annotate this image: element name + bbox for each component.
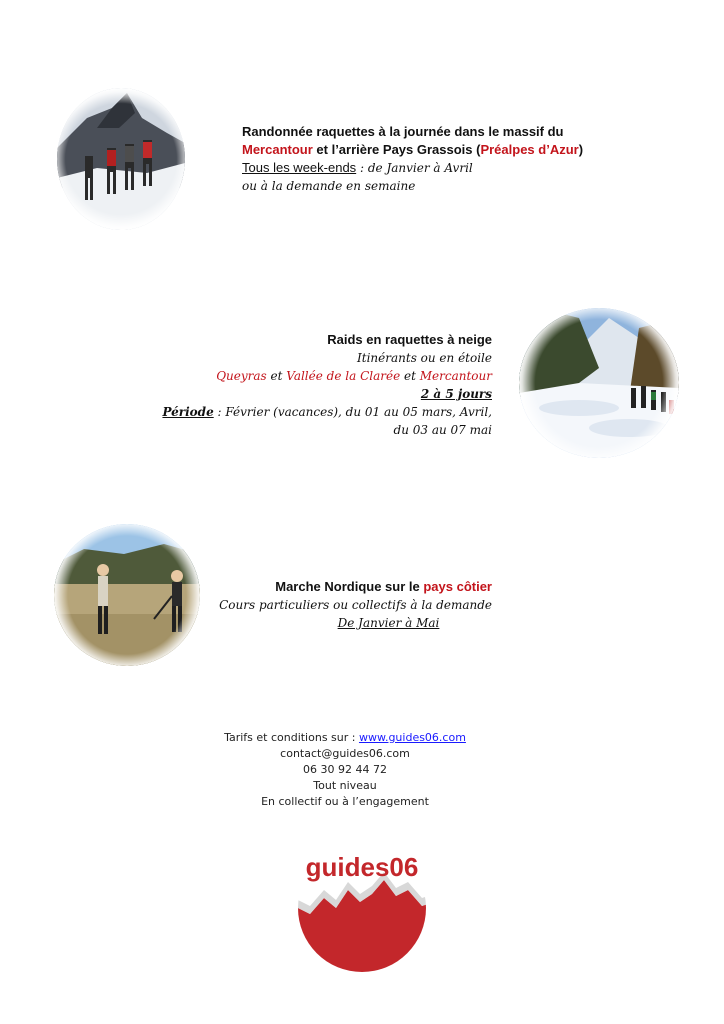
photo-raid-valley (519, 308, 679, 458)
section2-places (140, 367, 492, 385)
period-label: Période (162, 405, 214, 419)
tarifs-line (200, 730, 490, 746)
contact-email: contact@guides06.com (280, 747, 410, 760)
section-raids (140, 331, 492, 439)
weekend-period: : de Janvier à Avril (356, 161, 473, 175)
photo-vignette (54, 524, 200, 666)
website-link[interactable]: www.guides06.com (358, 731, 466, 744)
section-nordique (180, 578, 492, 632)
section1-schedule (242, 159, 622, 177)
place-mercantour-2: Mercantour (419, 369, 492, 383)
section3-courses: Cours particuliers ou collectifs à la demande (219, 598, 492, 612)
section3-title-a: Marche Nordique sur le (275, 579, 424, 594)
section3-title (180, 578, 492, 596)
contact-footer (200, 730, 490, 810)
section2-duration: 2 à 5 jours (420, 387, 492, 401)
place-prealpes: Préalpes d’Azur (480, 142, 579, 157)
mode-info: En collectif ou à l’engagement (261, 795, 429, 808)
section2-et2: et (400, 369, 420, 383)
photo-vignette (519, 308, 679, 458)
section1-mid: et l’arrière Pays Grassois ( (312, 142, 481, 157)
tarifs-label: Tarifs et conditions sur : (224, 731, 359, 744)
section1-title-line2 (242, 141, 622, 159)
section3-period: De Janvier à Mai (337, 616, 440, 630)
section-journee (242, 123, 622, 195)
level-info: Tout niveau (313, 779, 377, 792)
section1-close: ) (578, 142, 584, 157)
photo-vignette (57, 88, 185, 230)
weekend-label: Tous les week-ends (242, 160, 357, 175)
photo-nordic-walking (54, 524, 200, 666)
section2-type: Itinérants ou en étoile (357, 351, 492, 365)
section1-weekday: ou à la demande en semaine (242, 179, 416, 193)
section2-title: Raids en raquettes à neige (327, 332, 492, 347)
place-pays-cotier: pays côtier (423, 579, 492, 594)
section2-period (140, 403, 492, 421)
section2-period-line2: du 03 au 07 mai (393, 423, 492, 437)
place-claree: Vallée de la Clarée (286, 369, 401, 383)
section2-et1: et (266, 369, 287, 383)
photo-mercantour-snowshoe (57, 88, 185, 230)
logo-text: guides06 (305, 852, 419, 882)
contact-phone: 06 30 92 44 72 (303, 763, 387, 776)
place-queyras: Queyras (216, 369, 267, 383)
place-mercantour: Mercantour (242, 142, 313, 157)
guides06-logo (284, 850, 440, 974)
period-dates: : Février (vacances), du 01 au 05 mars, Avril, (213, 405, 492, 419)
section1-title-line1: Randonnée raquettes à la journée dans le massif du (242, 124, 564, 139)
